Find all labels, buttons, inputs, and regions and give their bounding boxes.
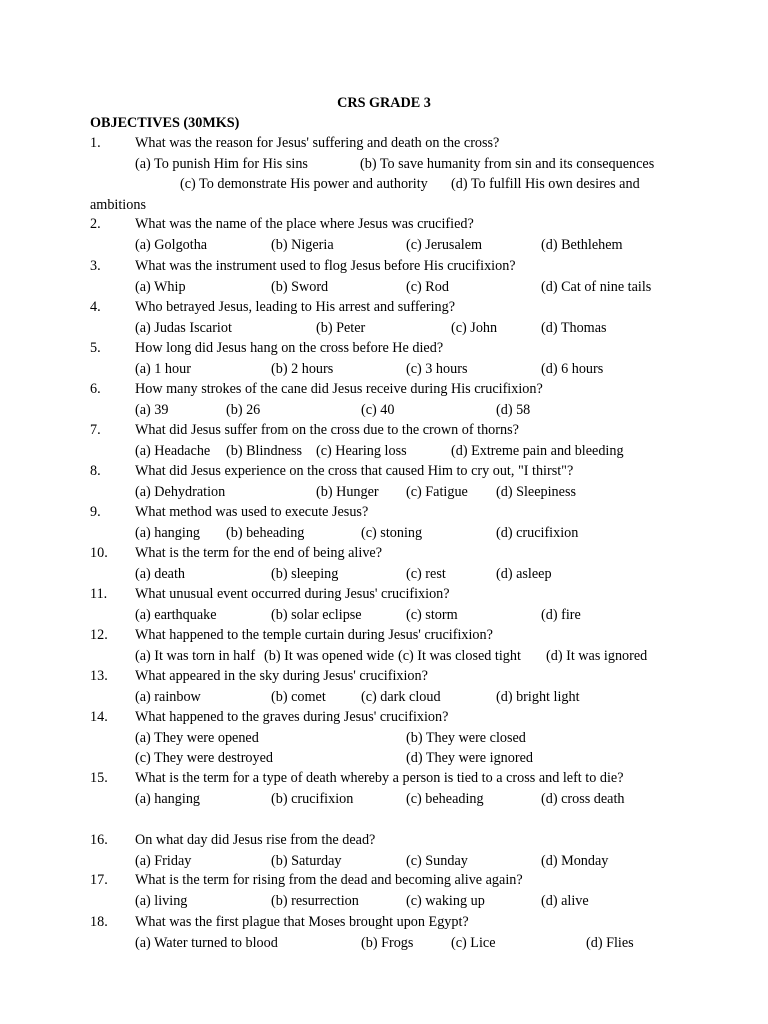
question-number: 3. xyxy=(90,258,101,274)
question-12 xyxy=(90,625,768,645)
option-a: (a) To punish Him for His sins xyxy=(135,156,308,172)
question-number: 12. xyxy=(90,627,108,643)
option-d: (d) Bethlehem xyxy=(541,237,623,253)
option-c: (c) rest xyxy=(406,566,446,582)
question-14-options-row-1 xyxy=(90,728,768,748)
question-text: How many strokes of the cane did Jesus receive during His crucifixion? xyxy=(135,381,543,397)
question-text: What is the term for rising from the dead and becoming alive again? xyxy=(135,872,523,888)
question-15-options xyxy=(90,789,768,809)
question-1 xyxy=(90,133,768,153)
option-b: (b) resurrection xyxy=(271,893,359,909)
question-number: 18. xyxy=(90,914,108,930)
question-text: What was the reason for Jesus' suffering and death on the cross? xyxy=(135,135,500,151)
option-b: (b) Peter xyxy=(316,320,366,336)
question-number: 11. xyxy=(90,586,108,602)
option-a: (a) hanging xyxy=(135,791,201,807)
question-4 xyxy=(90,297,768,317)
option-a: (a) Whip xyxy=(135,279,186,295)
option-d: (d) bright light xyxy=(496,689,580,705)
question-number: 16. xyxy=(90,832,108,848)
option-a: (a) Headache xyxy=(135,443,211,459)
question-3 xyxy=(90,256,768,276)
option-c: (c) Jerusalem xyxy=(406,237,483,253)
question-number: 10. xyxy=(90,545,108,561)
option-b: (b) solar eclipse xyxy=(271,607,362,623)
question-text: Who betrayed Jesus, leading to His arrest and suffering? xyxy=(135,299,456,315)
option-b: (b) 26 xyxy=(226,402,261,418)
option-d: (d) They were ignored xyxy=(406,750,533,766)
option-a: (a) rainbow xyxy=(135,689,201,705)
question-10 xyxy=(90,543,768,563)
option-d: (d) 58 xyxy=(496,402,531,418)
option-b: (b) crucifixion xyxy=(271,791,354,807)
question-7-options xyxy=(90,441,768,461)
option-c: (c) Fatigue xyxy=(406,484,468,500)
option-c: (c) storm xyxy=(406,607,458,623)
question-18 xyxy=(90,912,768,932)
question-11-options xyxy=(90,605,768,625)
question-text: What was the name of the place where Jesus was crucified? xyxy=(135,216,474,232)
option-c: (c) John xyxy=(451,320,498,336)
question-13-options xyxy=(90,687,768,707)
question-16-options xyxy=(90,851,768,871)
question-number: 9. xyxy=(90,504,101,520)
option-a: (a) It was torn in half xyxy=(135,648,256,664)
option-c: (c) Rod xyxy=(406,279,449,295)
option-d: (d) fire xyxy=(541,607,581,623)
option-a: (a) Judas Iscariot xyxy=(135,320,232,336)
question-9-options xyxy=(90,523,768,543)
option-a: (a) 1 hour xyxy=(135,361,191,377)
option-b: (b) comet xyxy=(271,689,326,705)
option-d: (d) Sleepiness xyxy=(496,484,576,500)
option-d: (d) cross death xyxy=(541,791,625,807)
question-text: What method was used to execute Jesus? xyxy=(135,504,369,520)
question-9 xyxy=(90,502,768,522)
option-b: (b) To save humanity from sin and its consequences xyxy=(360,156,655,172)
question-1-options-row-2 xyxy=(90,174,768,194)
question-text: What is the term for the end of being alive? xyxy=(135,545,383,561)
option-d: (d) crucifixion xyxy=(496,525,579,541)
option-d: (d) Flies xyxy=(586,935,634,951)
question-6-options xyxy=(90,400,768,420)
option-d: (d) Thomas xyxy=(541,320,607,336)
question-number: 17. xyxy=(90,872,108,888)
section-heading: OBJECTIVES (30MKS) xyxy=(90,115,240,131)
option-d: (d) Monday xyxy=(541,853,609,869)
question-4-options xyxy=(90,318,768,338)
question-number: 8. xyxy=(90,463,101,479)
option-b: (b) sleeping xyxy=(271,566,339,582)
question-1-options-row-1 xyxy=(90,154,768,174)
option-c: (c) Hearing loss xyxy=(316,443,407,459)
question-text: What happened to the temple curtain during Jesus' crucifixion? xyxy=(135,627,493,643)
question-5-options xyxy=(90,359,768,379)
option-c: (c) Sunday xyxy=(406,853,468,869)
option-b: (b) Hunger xyxy=(316,484,379,500)
option-a: (a) They were opened xyxy=(135,730,259,746)
option-d: (d) alive xyxy=(541,893,589,909)
question-3-options xyxy=(90,277,768,297)
question-8 xyxy=(90,461,768,481)
question-text: What did Jesus experience on the cross that caused Him to cry out, "I thirst"? xyxy=(135,463,574,479)
option-a: (a) Dehydration xyxy=(135,484,226,500)
question-1-option-wrap: ambitions xyxy=(90,197,146,213)
question-number: 14. xyxy=(90,709,108,725)
option-d: (d) asleep xyxy=(496,566,552,582)
question-16 xyxy=(90,830,768,850)
option-b: (b) 2 hours xyxy=(271,361,334,377)
question-text: What appeared in the sky during Jesus' crucifixion? xyxy=(135,668,428,684)
question-text: How long did Jesus hang on the cross before He died? xyxy=(135,340,444,356)
question-17-options xyxy=(90,891,768,911)
question-7 xyxy=(90,420,768,440)
question-12-options xyxy=(90,646,768,666)
question-15 xyxy=(90,768,768,788)
option-b: (b) They were closed xyxy=(406,730,526,746)
question-text: What happened to the graves during Jesus' crucifixion? xyxy=(135,709,449,725)
question-number: 5. xyxy=(90,340,101,356)
question-number: 13. xyxy=(90,668,108,684)
question-text: On what day did Jesus rise from the dead? xyxy=(135,832,376,848)
question-5 xyxy=(90,338,768,358)
question-13 xyxy=(90,666,768,686)
option-b: (b) beheading xyxy=(226,525,305,541)
question-number: 15. xyxy=(90,770,108,786)
option-c: (c) 40 xyxy=(361,402,395,418)
option-b: (b) Nigeria xyxy=(271,237,334,253)
option-d: (d) It was ignored xyxy=(546,648,648,664)
option-b: (b) It was opened wide xyxy=(264,648,395,664)
question-6 xyxy=(90,379,768,399)
option-d: (d) Cat of nine tails xyxy=(541,279,652,295)
question-number: 4. xyxy=(90,299,101,315)
option-a: (a) Golgotha xyxy=(135,237,208,253)
question-10-options xyxy=(90,564,768,584)
option-a: (a) Water turned to blood xyxy=(135,935,278,951)
option-c: (c) waking up xyxy=(406,893,485,909)
option-b: (b) Sword xyxy=(271,279,329,295)
question-number: 7. xyxy=(90,422,101,438)
option-c: (c) To demonstrate His power and authority xyxy=(180,176,428,192)
question-8-options xyxy=(90,482,768,502)
option-d: (d) To fulfill His own desires and xyxy=(451,176,640,192)
option-a: (a) earthquake xyxy=(135,607,217,623)
question-text: What did Jesus suffer from on the cross due to the crown of thorns? xyxy=(135,422,519,438)
option-b: (b) Saturday xyxy=(271,853,342,869)
question-14-options-row-2 xyxy=(90,748,768,768)
option-c: (c) They were destroyed xyxy=(135,750,274,766)
question-text: What unusual event occurred during Jesus' crucifixion? xyxy=(135,586,450,602)
option-c: (c) stoning xyxy=(361,525,423,541)
question-14 xyxy=(90,707,768,727)
question-text: What is the term for a type of death whereby a person is tied to a cross and left to die? xyxy=(135,770,624,786)
question-17 xyxy=(90,870,768,890)
question-text: What was the first plague that Moses brought upon Egypt? xyxy=(135,914,469,930)
option-b: (b) Frogs xyxy=(361,935,414,951)
question-number: 1. xyxy=(90,135,101,151)
option-c: (c) Lice xyxy=(451,935,496,951)
question-text: What was the instrument used to flog Jesus before His crucifixion? xyxy=(135,258,516,274)
question-2 xyxy=(90,214,768,234)
question-number: 2. xyxy=(90,216,101,232)
option-a: (a) death xyxy=(135,566,186,582)
option-a: (a) living xyxy=(135,893,188,909)
question-11 xyxy=(90,584,768,604)
option-c: (c) dark cloud xyxy=(361,689,441,705)
option-a: (a) 39 xyxy=(135,402,169,418)
option-c: (c) It was closed tight xyxy=(398,648,521,664)
question-number: 6. xyxy=(90,381,101,397)
question-18-options xyxy=(90,933,768,953)
option-d: (d) Extreme pain and bleeding xyxy=(451,443,624,459)
option-c: (c) 3 hours xyxy=(406,361,468,377)
option-c: (c) beheading xyxy=(406,791,484,807)
page-title: CRS GRADE 3 xyxy=(337,95,431,111)
option-d: (d) 6 hours xyxy=(541,361,604,377)
question-2-options xyxy=(90,235,768,255)
option-b: (b) Blindness xyxy=(226,443,303,459)
option-a: (a) Friday xyxy=(135,853,192,869)
option-a: (a) hanging xyxy=(135,525,201,541)
